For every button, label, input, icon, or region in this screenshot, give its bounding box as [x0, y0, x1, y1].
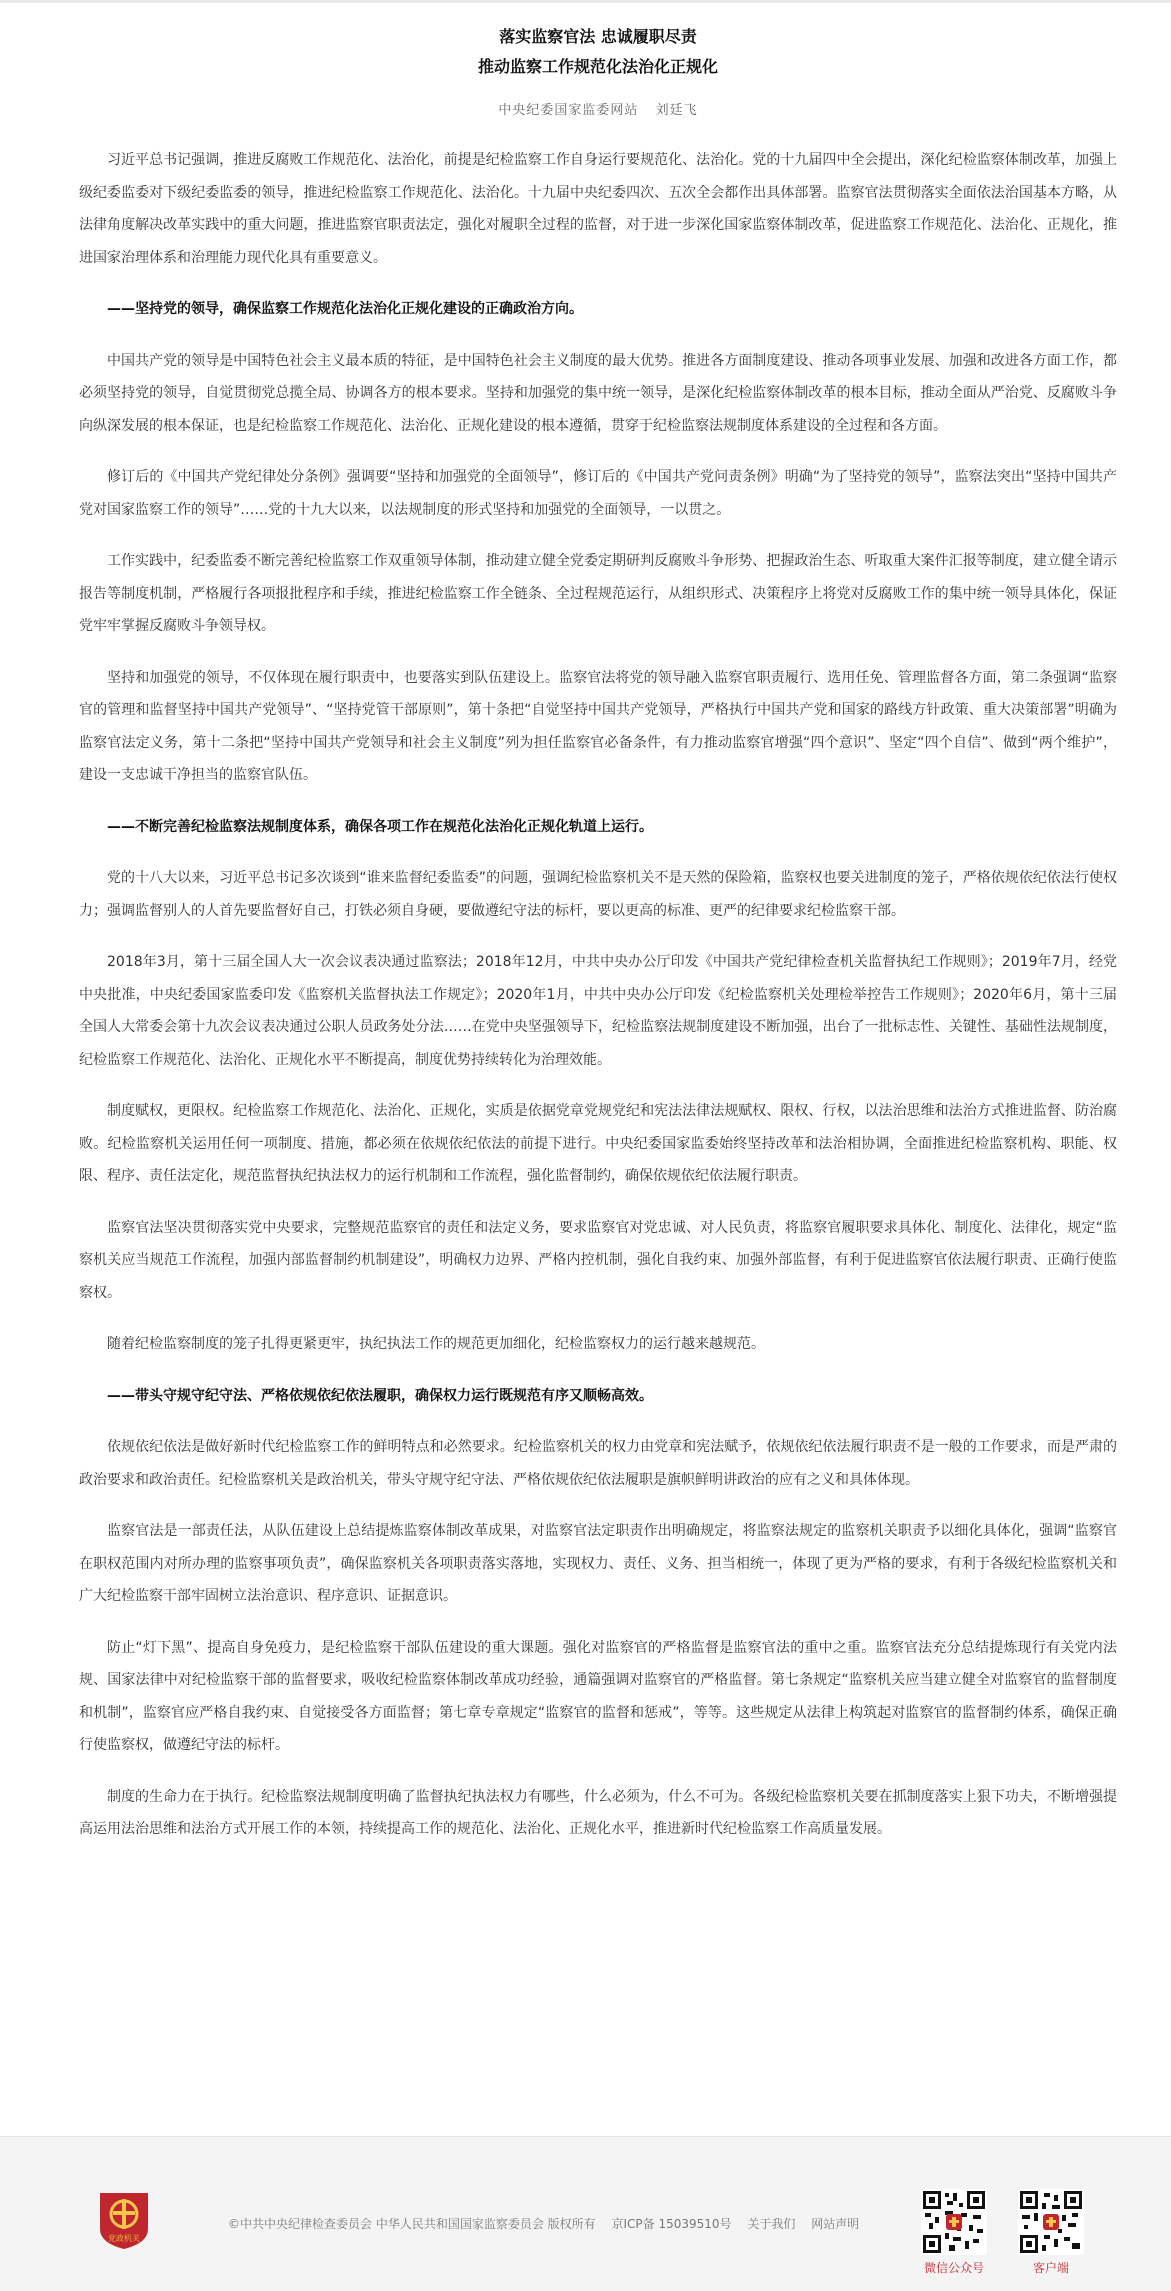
paragraph: 2018年3月，第十三届全国人大一次会议表决通过监察法；2018年12月，中共中央办公厅印发《中国共产党纪律检查机关监督执纪工作规则》；2019年7月，经党中央批准，中央纪委国家监委印发《监察机关监督执法工作规定》；2020年1月，中共中央办公厅印发《纪检监察机关处理检举控告工作规则》；2020年6月，第十三届全国人大常委会第十九次会议表决通过公职人员政务处分法……在党中央坚强领导下，纪检监察法规制度建设不断加强，出台了一批标志性、关键性、基础性法规制度，纪检监察工作规范化、法治化、正规化水平不断提高，制度优势持续转化为治理效能。: [79, 954, 1117, 1068]
site-statement-link[interactable]: 网站声明: [811, 2217, 860, 2231]
paragraph: 中国共产党的领导是中国特色社会主义最本质的特征，是中国特色社会主义制度的最大优势。推进各方面制度建设、推动各项事业发展、加强和改进各方面工作，都必须坚持党的领导，自觉贯彻党总揽全局、协调各方的根本要求。坚持和加强党的集中统一领导，是深化纪检监察体制改革的根本目标，推动全面从严治党、反腐败斗争向纵深发展的根本保证，也是纪检监察工作规范化、法治化、正规化建设的根本遵循，贯穿于纪检监察法规制度体系建设的全过程和各方面。: [79, 352, 1117, 434]
article-body: [79, 144, 1117, 1846]
paragraph: 工作实践中，纪委监委不断完善纪检监察工作双重领导体制，推动建立健全党委定期研判反腐败斗争形势、把握政治生态、听取重大案件汇报等制度，建立健全请示报告等制度机制，严格履行各项报批程序和手续，推进纪检监察工作全链条、全过程规范运行，从组织形式、决策程序上将党对反腐败工作的集中统一领导具体化，保证党牢牢掌握反腐败斗争领导权。: [79, 553, 1117, 634]
emblem-logo-icon[interactable]: [95, 2189, 153, 2251]
client-qr-icon: [1018, 2189, 1084, 2255]
article-title-line2: 推动监察工作规范化法治化正规化: [477, 57, 718, 76]
paragraph: 依规依纪依法是做好新时代纪检监察工作的鲜明特点和必然要求。纪检监察机关的权力由党章和宪法赋予，依规依纪依法履行职责不是一般的工作要求，而是严肃的政治要求和政治责任。纪检监察机关是政治机关，带头守规守纪守法、严格依规依纪依法履职是旗帜鲜明讲政治的应有之义和具体体现。: [79, 1439, 1117, 1488]
paragraph: 防止“灯下黑”、提高自身免疫力，是纪检监察干部队伍建设的重大课题。强化对监察官的严格监督是监察官法的重中之重。监察官法充分总结提炼现行有关党内法规、国家法律中对纪检监察干部的监督要求，吸收纪检监察体制改革成功经验，通篇强调对监察官的严格监督。第七条规定“监察机关应当建立健全对监察官的监督制度和机制”，监察官应严格自我约束、自觉接受各方面监督；第七章专章规定“监察官的监督和惩戒”，等等。这些规定从法律上构筑起对监察官的监督制约体系，确保正确行使监察权，做遵纪守法的标杆。: [79, 1639, 1117, 1753]
section-heading: ——带头守规守纪守法、严格依规依纪依法履职，确保权力运行既规范有序又顺畅高效。: [107, 1387, 653, 1404]
icp-link[interactable]: 京ICP备 15039510号: [611, 2217, 732, 2231]
paragraph: 随着纪检监察制度的笼子扎得更紧更牢，执纪执法工作的规范更加细化，纪检监察权力的运行越来越规范。: [107, 1336, 765, 1352]
paragraph: 监察官法是一部责任法，从队伍建设上总结提炼监察体制改革成果，对监察官法定职责作出明确规定，将监察法规定的监察机关职责予以细化具体化，强调“监察官在职权范围内对所办理的监察事项负责”，确保监察机关各项职责落实落地，实现权力、责任、义务、担当相统一，体现了更为严格的要求，有利于各级纪检监察机关和广大纪检监察干部牢固树立法治意识、程序意识、证据意识。: [79, 1523, 1117, 1604]
paragraph: 制度赋权，更限权。纪检监察工作规范化、法治化、正规化，实质是依据党章党规党纪和宪法法律法规赋权、限权、行权，以法治思维和法治方式推进监督、防治腐败。纪检监察机关运用任何一项制度、措施，都必须在依规依纪依法的前提下进行。中央纪委国家监委始终坚持改革和法治相协调，全面推进纪检监察机构、职能、权限、程序、责任法定化，规范监督执纪执法权力的运行机制和工作流程，强化监督制约，确保依规依纪依法履行职责。: [79, 1103, 1117, 1184]
byline: [79, 100, 1117, 122]
paragraph: 监察官法坚决贯彻落实党中央要求，完整规范监察官的责任和法定义务，要求监察官对党忠诚、对人民负责，将监察官履职要求具体化、制度化、法律化，规定“监察机关应当规范工作流程，加强内部监督制约机制建设”，明确权力边界、严格内控机制，强化自我约束、加强外部监督，有利于促进监察官依法履行职责、正确行使监察权。: [79, 1219, 1117, 1301]
article-title-line1: 落实监察官法 忠诚履职尽责: [499, 27, 697, 46]
paragraph: 习近平总书记强调，推进反腐败工作规范化、法治化，前提是纪检监察工作自身运行要规范化、法治化。党的十九届四中全会提出，深化纪检监察体制改革，加强上级纪委监委对下级纪委监委的领导，推进纪检监察工作规范化、法治化。十九届中央纪委四次、五次全会都作出具体部署。监察官法贯彻落实全面依法治国基本方略，从法律角度解决改革实践中的重大问题，推进监察官职责法定，强化对履职全过程的监督，对于进一步深化国家监察体制改革，促进监察工作规范化、法治化、正规化，推进国家治理体系和治理能力现代化具有重要意义。: [79, 152, 1117, 266]
wechat-qr[interactable]: [917, 2189, 991, 2276]
section-heading: ——不断完善纪检监察法规制度体系，确保各项工作在规范化法治化正规化轨道上运行。: [107, 818, 653, 835]
paragraph: 修订后的《中国共产党纪律处分条例》强调要“坚持和加强党的全面领导”，修订后的《中国共产党问责条例》明确“为了坚持党的领导”，监察法突出“坚持中国共产党对国家监察工作的领导”……党的十九大以来，以法规制度的形式坚持和加强党的全面领导，一以贯之。: [79, 469, 1117, 518]
client-qr-caption: 客户端: [1032, 2261, 1069, 2275]
section-heading: ——坚持党的领导，确保监察工作规范化法治化正规化建设的正确政治方向。: [107, 301, 583, 317]
wechat-qr-caption: 微信公众号: [923, 2261, 984, 2275]
wechat-qr-icon: [921, 2189, 987, 2255]
paragraph: 制度的生命力在于执行。纪检监察法规制度明确了监督执纪执法权力有哪些，什么必须为，什么不可为。各级纪检监察机关要在抓制度落实上狠下功夫，不断增强提高运用法治思维和法治方式开展工作的本领，持续提高工作的规范化、法治化、正规化水平，推进新时代纪检监察工作高质量发展。: [79, 1788, 1117, 1837]
article-author: 刘廷飞: [655, 103, 698, 118]
client-qr[interactable]: [1014, 2189, 1088, 2276]
logo-text: 党政机关: [108, 2234, 140, 2243]
paragraph: 坚持和加强党的领导，不仅体现在履行职责中，也要落实到队伍建设上。监察官法将党的领导融入监察官职责履行、选用任免、管理监督各方面，第二条强调“监察官的管理和监督坚持中国共产党领导”、“坚持党管干部原则”，第十条把“自觉坚持中国共产党领导，严格执行中国共产党和国家的路线方针政策、重大决策部署”明确为监察官法定义务，第十二条把“坚持中国共产党领导和社会主义制度”列为担任监察官必备条件，有力推动监察官增强“四个意识”、坚定“四个自信”、做到“两个维护”，建设一支忠诚干净担当的监察官队伍。: [79, 669, 1117, 783]
copyright-text: ©中共中央纪律检查委员会 中华人民共和国国家监察委员会 版权所有: [228, 2217, 596, 2231]
about-link[interactable]: 关于我们: [747, 2217, 796, 2231]
paragraph: 党的十八大以来，习近平总书记多次谈到“谁来监督纪委监委”的问题，强调纪检监察机关不是天然的保险箱，监察权也要关进制度的笼子，严格依规依纪依法行使权力；强调监督别人的人首先要监督好自己，打铁必须自身硬，要做遵纪守法的标杆，要以更高的标准、更严的纪律要求纪检监察干部。: [79, 870, 1117, 919]
footer: [0, 2136, 1171, 2291]
top-rule: [0, 0, 1171, 3]
article: [79, 22, 1117, 1865]
footer-links: [228, 2215, 871, 2232]
article-source: 中央纪委国家监委网站: [498, 103, 639, 118]
